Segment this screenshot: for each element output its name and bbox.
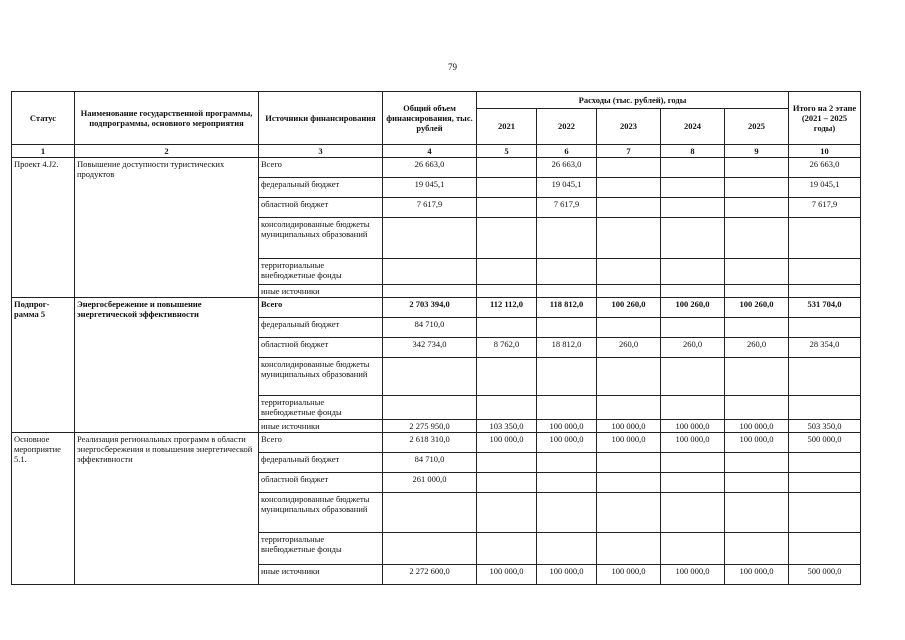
summary-cell: 28 354,0 [789, 338, 861, 358]
program-name-cell: Повышение доступности туристических продуктов [75, 158, 259, 298]
total-cell: 261 000,0 [383, 473, 477, 493]
total-cell: 2 618 310,0 [383, 433, 477, 453]
year-value-cell [477, 453, 537, 473]
year-value-cell [477, 533, 537, 565]
year-value-cell [661, 493, 725, 533]
summary-cell [789, 453, 861, 473]
source-cell: областной бюджет [259, 338, 383, 358]
year-value-cell [597, 218, 661, 259]
total-cell: 7 617,9 [383, 198, 477, 218]
total-cell: 2 272 600,0 [383, 565, 477, 585]
year-value-cell: 18 812,0 [537, 338, 597, 358]
header-row-1 [12, 92, 861, 109]
status-cell: Проект 4.J2. [12, 158, 75, 298]
year-value-cell [597, 259, 661, 285]
source-cell: областной бюджет [259, 473, 383, 493]
table-row [12, 298, 861, 318]
year-value-cell [597, 358, 661, 396]
total-cell: 84 710,0 [383, 318, 477, 338]
year-value-cell [661, 318, 725, 338]
year-value-cell: 100 000,0 [477, 565, 537, 585]
summary-cell: 500 000,0 [789, 433, 861, 453]
year-value-cell [661, 178, 725, 198]
year-value-cell [725, 259, 789, 285]
total-cell: 26 663,0 [383, 158, 477, 178]
column-number: 10 [789, 145, 861, 158]
year-value-cell: 100 000,0 [477, 433, 537, 453]
total-cell [383, 396, 477, 420]
year-value-cell [725, 473, 789, 493]
year-value-cell: 8 762,0 [477, 338, 537, 358]
year-value-cell: 100 260,0 [661, 298, 725, 318]
year-value-cell [725, 533, 789, 565]
column-number: 2 [75, 145, 259, 158]
summary-cell [789, 218, 861, 259]
source-cell: федеральный бюджет [259, 453, 383, 473]
year-value-cell [537, 218, 597, 259]
table-body [12, 158, 861, 585]
total-cell [383, 259, 477, 285]
summary-cell [789, 533, 861, 565]
year-value-cell [537, 259, 597, 285]
year-value-cell [725, 318, 789, 338]
year-value-cell [477, 259, 537, 285]
column-number: 5 [477, 145, 537, 158]
total-cell: 84 710,0 [383, 453, 477, 473]
source-cell: федеральный бюджет [259, 318, 383, 338]
year-value-cell: 19 045,1 [537, 178, 597, 198]
column-number: 8 [661, 145, 725, 158]
source-cell: Всего [259, 298, 383, 318]
year-value-cell [725, 396, 789, 420]
status-cell: Основное мероприятие 5.1. [12, 433, 75, 585]
year-value-cell [597, 198, 661, 218]
column-number: 3 [259, 145, 383, 158]
year-value-cell: 100 000,0 [661, 420, 725, 433]
header-year: 2024 [661, 109, 725, 145]
year-value-cell [597, 158, 661, 178]
source-cell: федеральный бюджет [259, 178, 383, 198]
summary-cell [789, 259, 861, 285]
summary-cell: 500 000,0 [789, 565, 861, 585]
year-value-cell [537, 318, 597, 338]
table-row [12, 433, 861, 453]
year-value-cell [661, 259, 725, 285]
total-cell [383, 218, 477, 259]
total-cell: 19 045,1 [383, 178, 477, 198]
header-year: 2023 [597, 109, 661, 145]
header-name: Наименование государственной программы, подпрограммы, основного мероприятия [75, 92, 259, 145]
summary-cell [789, 285, 861, 298]
year-value-cell [537, 453, 597, 473]
summary-cell: 7 617,9 [789, 198, 861, 218]
year-value-cell: 118 812,0 [537, 298, 597, 318]
column-number: 7 [597, 145, 661, 158]
column-number: 4 [383, 145, 477, 158]
source-cell: территориальные внебюджетные фонды [259, 259, 383, 285]
year-value-cell: 100 000,0 [597, 565, 661, 585]
status-cell: Подпрог-рамма 5 [12, 298, 75, 433]
year-value-cell [477, 158, 537, 178]
total-cell [383, 533, 477, 565]
column-number: 9 [725, 145, 789, 158]
year-value-cell [597, 493, 661, 533]
summary-cell: 19 045,1 [789, 178, 861, 198]
year-value-cell [725, 453, 789, 473]
summary-cell [789, 473, 861, 493]
total-cell [383, 493, 477, 533]
year-value-cell [477, 473, 537, 493]
source-cell: областной бюджет [259, 198, 383, 218]
year-value-cell [597, 178, 661, 198]
column-number: 1 [12, 145, 75, 158]
source-cell: консолидированные бюджеты муниципальных образований [259, 358, 383, 396]
summary-cell: 531 704,0 [789, 298, 861, 318]
year-value-cell: 103 350,0 [477, 420, 537, 433]
total-cell: 342 734,0 [383, 338, 477, 358]
total-cell: 2 275 950,0 [383, 420, 477, 433]
year-value-cell [661, 285, 725, 298]
source-cell: консолидированные бюджеты муниципальных образований [259, 218, 383, 259]
header-total: Общий объем финансирования, тыс. рублей [383, 92, 477, 145]
year-value-cell [661, 396, 725, 420]
year-value-cell [537, 493, 597, 533]
year-value-cell [537, 473, 597, 493]
year-value-cell: 100 260,0 [597, 298, 661, 318]
year-value-cell [597, 473, 661, 493]
year-value-cell: 26 663,0 [537, 158, 597, 178]
source-cell: иные источники [259, 420, 383, 433]
source-cell: консолидированные бюджеты муниципальных образований [259, 493, 383, 533]
year-value-cell: 100 000,0 [725, 433, 789, 453]
year-value-cell [661, 158, 725, 178]
year-value-cell [597, 453, 661, 473]
summary-cell: 26 663,0 [789, 158, 861, 178]
year-value-cell [725, 158, 789, 178]
source-cell: иные источники [259, 565, 383, 585]
summary-cell: 503 350,0 [789, 420, 861, 433]
budget-table [11, 91, 861, 585]
year-value-cell [725, 493, 789, 533]
year-value-cell: 100 000,0 [725, 565, 789, 585]
year-value-cell [537, 533, 597, 565]
year-value-cell [477, 178, 537, 198]
year-value-cell [477, 285, 537, 298]
year-value-cell [477, 358, 537, 396]
source-cell: иные источники [259, 285, 383, 298]
year-value-cell [537, 285, 597, 298]
year-value-cell [661, 198, 725, 218]
year-value-cell: 260,0 [661, 338, 725, 358]
year-value-cell: 100 000,0 [597, 433, 661, 453]
year-value-cell: 7 617,9 [537, 198, 597, 218]
header-sources: Источники финансирования [259, 92, 383, 145]
year-value-cell [597, 285, 661, 298]
header-year: 2021 [477, 109, 537, 145]
year-value-cell [597, 318, 661, 338]
year-value-cell: 112 112,0 [477, 298, 537, 318]
year-value-cell [661, 453, 725, 473]
year-value-cell [477, 493, 537, 533]
summary-cell [789, 358, 861, 396]
program-name-cell: Реализация региональных программ в области энергосбережения и повышения энергетической эффективности [75, 433, 259, 585]
year-value-cell [597, 533, 661, 565]
column-number-row [12, 145, 861, 158]
year-value-cell [477, 218, 537, 259]
year-value-cell [661, 218, 725, 259]
year-value-cell: 100 000,0 [661, 433, 725, 453]
year-value-cell [537, 358, 597, 396]
year-value-cell [725, 218, 789, 259]
year-value-cell [661, 358, 725, 396]
year-value-cell [725, 198, 789, 218]
header-summary: Итого на 2 этапе (2021 – 2025 годы) [789, 92, 861, 145]
total-cell [383, 358, 477, 396]
year-value-cell: 100 000,0 [725, 420, 789, 433]
year-value-cell [661, 533, 725, 565]
summary-cell [789, 318, 861, 338]
year-value-cell [725, 178, 789, 198]
year-value-cell [725, 285, 789, 298]
year-value-cell [661, 473, 725, 493]
summary-cell [789, 396, 861, 420]
year-value-cell [477, 198, 537, 218]
year-value-cell: 100 000,0 [661, 565, 725, 585]
column-number: 6 [537, 145, 597, 158]
header-expenses: Расходы (тыс. рублей), годы [477, 92, 789, 109]
year-value-cell: 100 000,0 [537, 565, 597, 585]
year-value-cell: 260,0 [597, 338, 661, 358]
source-cell: Всего [259, 433, 383, 453]
total-cell [383, 285, 477, 298]
year-value-cell [597, 396, 661, 420]
source-cell: территориальные внебюджетные фонды [259, 533, 383, 565]
page-number: 79 [448, 62, 457, 72]
year-value-cell [537, 396, 597, 420]
year-value-cell [477, 318, 537, 338]
table-row [12, 158, 861, 178]
header-year: 2025 [725, 109, 789, 145]
year-value-cell: 100 000,0 [537, 433, 597, 453]
program-name-cell: Энергосбережение и повышение энергетической эффективности [75, 298, 259, 433]
year-value-cell: 100 260,0 [725, 298, 789, 318]
header-status: Статус [12, 92, 75, 145]
year-value-cell: 100 000,0 [597, 420, 661, 433]
source-cell: Всего [259, 158, 383, 178]
year-value-cell: 100 000,0 [537, 420, 597, 433]
year-value-cell [725, 358, 789, 396]
year-value-cell [477, 396, 537, 420]
header-year: 2022 [537, 109, 597, 145]
total-cell: 2 703 394,0 [383, 298, 477, 318]
summary-cell [789, 493, 861, 533]
year-value-cell: 260,0 [725, 338, 789, 358]
source-cell: территориальные внебюджетные фонды [259, 396, 383, 420]
